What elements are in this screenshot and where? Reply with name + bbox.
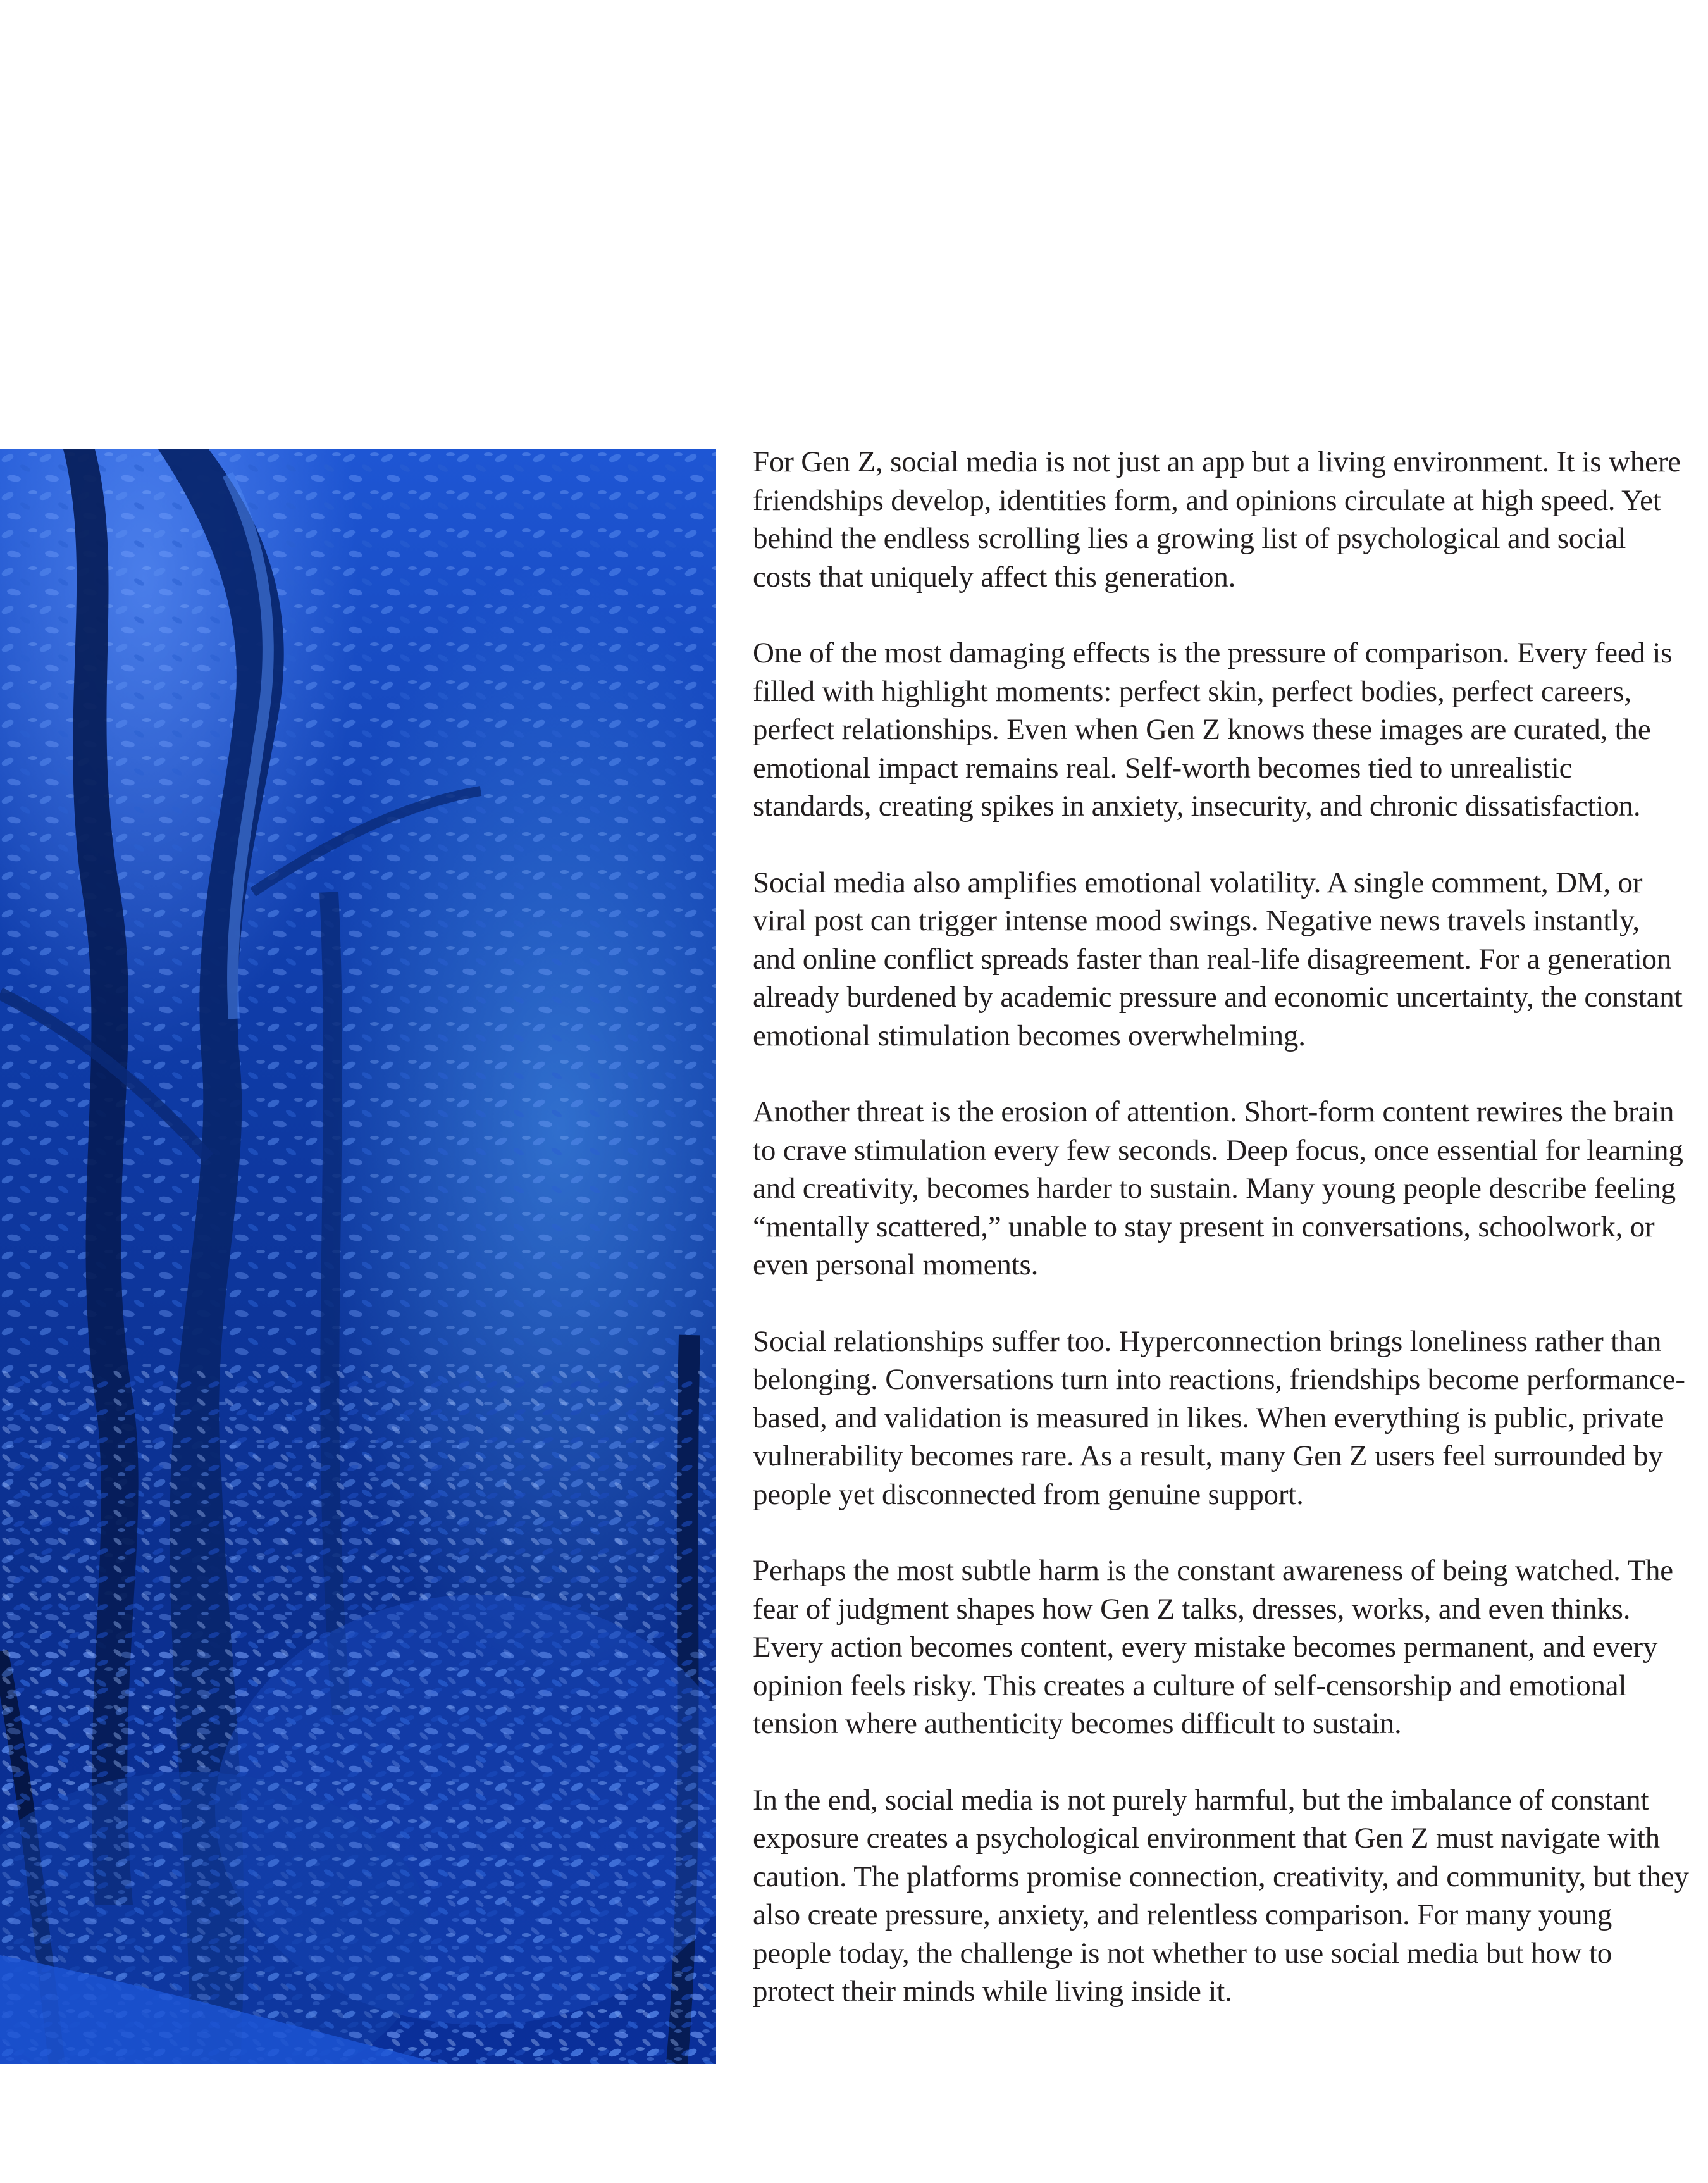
forest-illustration [0,449,716,2064]
paragraph-intro: For Gen Z, social media is not just an app but a living environment. It is where friendships develop, identities form, and opinions circulate at high speed. Yet behind the endless scrolling lies a growing list of psychological and social costs that uniquely affect this generation. [753,445,1681,594]
paragraph-comparison: One of the most damaging effects is the pressure of comparison. Every feed is filled with highlight moments: perfect skin, perfect bodies, perfect careers, perfect relationships. Even when Gen Z knows these images are curated, the emotional impact remains real. Self-worth becomes tied to unrealistic standards, creating spikes in anxiety, insecurity, and chronic dissatisfaction. [753,637,1673,823]
paragraph-conclusion: In the end, social media is not purely harmful, but the imbalance of constant exposure creates a psychological environment that Gen Z must navigate with caution. The platforms promise connection, creativity, and community, but they also create pressure, anxiety, and relentless comparison. For many young people today, the challenge is not whether to use social media but how to protect their minds while living inside it. [753,1783,1689,2008]
paragraph-volatility: Social media also amplifies emotional volatility. A single comment, DM, or viral post can trigger intense mood swings. Negative news travels instantly, and online conflict spreads faster than real-life disagreement. For a generation already burdened by academic pressure and economic uncertainty, the constant emotional stimulation becomes overwhelming. [753,866,1683,1052]
article-body [753,443,1689,2011]
paragraph-watched: Perhaps the most subtle harm is the constant awareness of being watched. The fear of judgment shapes how Gen Z talks, dresses, works, and even thinks. Every action becomes content, every mistake becomes permanent, and every opinion feels risky. This creates a culture of self-censorship and emotional tension where authenticity becomes difficult to sustain. [753,1554,1673,1740]
paragraph-relationships: Social relationships suffer too. Hyperconnection brings loneliness rather than belonging. Conversations turn into reactions, friendships become performance-based, and validation is measured in likes. When everything is public, private vulnerability becomes rare. As a result, many Gen Z users feel surrounded by people yet disconnected from genuine support. [753,1324,1685,1511]
forest-photo [0,449,716,2064]
paragraph-attention: Another threat is the erosion of attention. Short-form content rewires the brain to crave stimulation every few seconds. Deep focus, once essential for learning and creativity, becomes harder to sustain. Many young people describe feeling “mentally scattered,” unable to stay present in conversations, schoolwork, or even personal moments. [753,1095,1683,1281]
